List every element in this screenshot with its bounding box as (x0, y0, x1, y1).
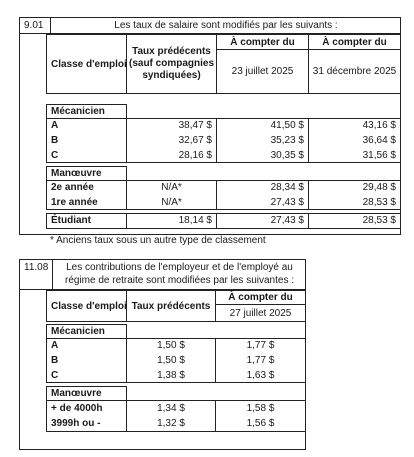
column-divider (126, 400, 127, 432)
group-manoeuvre: Manœuvre (46, 386, 127, 401)
table-row-classe: 3999h ou - (51, 418, 101, 429)
table-row-classe: B (51, 135, 59, 146)
table-row-col2: 28,53 $ (362, 215, 396, 226)
table-row-taux: 1,34 $ (157, 403, 185, 414)
table-row-classe: 2e année (51, 182, 94, 193)
section-intro: Les taux de salaire sont modifiés par les suivants : (114, 20, 338, 31)
group-mecanicien: Mécanicien (46, 104, 127, 119)
header-taux-line1: Taux prédécents (132, 46, 211, 57)
header-taux-precedents (126, 34, 217, 94)
group-manoeuvre: Manœuvre (46, 166, 127, 181)
table-row-taux: 32,67 $ (178, 135, 212, 146)
column-divider (216, 213, 217, 229)
header-col2-bottom: 31 décembre 2025 (308, 49, 401, 94)
table-row-taux: N/A* (161, 182, 182, 193)
header-classe-emploi: Classe d'emploi (46, 34, 127, 94)
table-row-col2: 36,64 $ (362, 135, 396, 146)
table-row-classe: A (51, 340, 59, 351)
header-classe-emploi: Classe d'emploi (46, 290, 127, 322)
section-intro-line2: régime de retraite sont modifiées par les suivantes : (65, 275, 294, 286)
column-divider (215, 338, 216, 383)
table-row-classe: C (51, 150, 59, 161)
column-divider (126, 338, 127, 383)
table-row-classe: C (51, 370, 59, 381)
table-row-classe: B (51, 355, 59, 366)
table-row-col1: 27,43 $ (270, 215, 304, 226)
header-col2-top: À compter du (308, 34, 401, 50)
table-row-col1: 1,58 $ (246, 403, 275, 414)
table-row-col1: 27,43 $ (270, 197, 304, 208)
table-row-col1: 35,23 $ (270, 135, 304, 146)
table-row-col1: 1,77 $ (246, 340, 275, 351)
table-row-classe: A (51, 120, 59, 131)
table-row-taux: 38,47 $ (178, 120, 212, 131)
header-col1-top: À compter du (216, 34, 309, 50)
section-number: 11.08 (24, 262, 49, 273)
column-divider (308, 118, 309, 163)
header-taux-precedents: Taux prédécents (126, 290, 216, 322)
table-row-taux: 1,50 $ (157, 340, 185, 351)
table-row-taux: 1,50 $ (157, 355, 185, 366)
table-row-col1: 28,34 $ (270, 182, 304, 193)
column-divider (308, 180, 309, 210)
group-etudiant: Étudiant (51, 215, 91, 226)
table-row-taux: 28,16 $ (178, 150, 212, 161)
header-taux-line2: (sauf compagnies (128, 58, 215, 69)
column-divider (215, 400, 216, 432)
header-taux-line3: syndiquées) (142, 70, 201, 81)
table-row-classe: 1re année (51, 197, 98, 208)
table-row-col2: 29,48 $ (362, 182, 396, 193)
table-row-classe: + de 4000h (51, 403, 103, 414)
table-row-taux: 1,38 $ (157, 370, 185, 381)
column-divider (126, 213, 127, 229)
table-row-col1: 30,35 $ (270, 150, 304, 161)
table-row-col2: 28,53 $ (362, 197, 396, 208)
section-intro-line1: Les contributions de l'employeur et de l'employé au (66, 262, 293, 273)
table-row-col2: 31,56 $ (362, 150, 396, 161)
header-col1-bottom: 23 juillet 2025 (216, 49, 309, 94)
table-row-col1: 1,77 $ (246, 355, 275, 366)
column-divider (308, 213, 309, 229)
table-row-taux: N/A* (161, 197, 182, 208)
column-divider (126, 118, 127, 163)
table-row-col2: 43,16 $ (362, 120, 396, 131)
column-divider (216, 118, 217, 163)
header-col1-top: À compter du (215, 290, 306, 305)
section-number: 9.01 (24, 20, 44, 31)
footnote: * Anciens taux sous un autre type de classement (50, 234, 266, 246)
table-row-taux: 1,32 $ (157, 418, 185, 429)
table-row-taux: 18,14 $ (178, 215, 212, 226)
column-divider (126, 180, 127, 210)
table-row-col1: 41,50 $ (270, 120, 304, 131)
table-row-col1: 1,56 $ (246, 418, 275, 429)
table-row-col1: 1,63 $ (246, 370, 275, 381)
header-col1-bottom: 27 juillet 2025 (215, 304, 306, 322)
group-mecanicien: Mécanicien (46, 324, 127, 339)
column-divider (216, 180, 217, 210)
